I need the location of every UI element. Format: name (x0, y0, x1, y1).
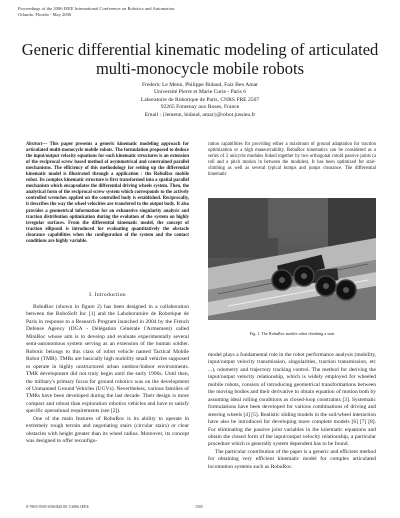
affiliation-address: 92265 Fontenay aux Roses, France (160, 104, 240, 111)
figure-caption: Fig. 1. The RobuRoc mobile robot climbing a stair (249, 331, 335, 336)
abstract (26, 142, 189, 245)
copyright-footer: 0-7803-9505-0/06/$20.00 ©2006 IEEE (26, 504, 89, 509)
section-heading-introduction: I. Introduction (89, 292, 126, 298)
author-email: Email : {lemenn, bidaud, amar}@robot.jussieu.fr (144, 111, 256, 118)
header-line-2: Orlando, Florida - May 2006 (18, 11, 72, 17)
introduction-text (26, 304, 189, 446)
abstract-label: Abstract— (26, 142, 48, 147)
right-column-bottom-text (208, 352, 376, 471)
right-column-top-text (208, 142, 376, 178)
robot-photo-image (208, 198, 376, 320)
header-line-1: Proceedings of the 2006 IEEE International Conference on Robotics and Automation (18, 6, 175, 11)
contribution-paragraph: The particular contribution of the paper is a generic and efficient method for obtaining very efficient kinematic model for complex articulated locomotion systems such as RobuRoc. (208, 448, 376, 470)
page-number: 1505 (195, 504, 203, 509)
affiliation-lab: Laboratoire de Robotique de Paris, CNRS FRE 2507 (140, 96, 260, 103)
intro-paragraph-1: RobuRoc (shown in figure 2) has been designed in a collaboration between the RoboSoft Inc [1] and the Laboboratoire de Robotique de Paris in response to a Research Program launched in 2004 by the French Defense Agency (DGA - Délégation Générale l'Armement) called MiniRoc whose aim is to develop and evaluate experimentally several semi-autonomous system serving as an extension of the human soldier. Robotic belongs to this class of robot vehicle named Tactical Mobile Robot (TMR). TMRs are basically high mobility small vehicles supposed to operate in highly unstructured urban outdoor/indoor environments. TMR development did not truly begin until the early 1990s. Until then, the military's primary focus for ground robotics was on the development of Unmanned Ground Vehicles (UGVs). Nevertheless, various families of TMRs have been developed during the last decade. Their design is more compact and robust than exploration robotics vehicles and have to satisfy specific operational requirements (see [2]). (26, 304, 189, 415)
abstract-text: This paper presents a generic kinematic modeling approach for articulated multi-monocycle mobile robots. The formulation proposed to deduce the input/output velocity equations for such kinematic structures is an extension of the reciprocal screw based method of asymmetrical and constrained parallel mechanisms. The efficiency of this methodology for setting up the differential kinematic model is illustrated through a application : the RobuRoc mobile robot. Its complex kinematic structure is first transformed into a spatial parallel mechanism which encapsulates the differential driving wheels system. Then, the analytical form of the reciprocal screw system which corresponds to the actively controlled wrenches applied on the controlled body is established. Reciprocally, it describes the way the wheel velocities are transfered to the output body. It also provides a geometrical information for an exhaustive singularity analysis and traction distribution optimization during the evolution of the system on highly irregular surfaces. From the differential kinematic model, the concept of traction ellipsoid is introduced for evaluating quantitatively the obstacle clearance capabilities when the configuration of the system and the contact conditions are highly variable. (26, 142, 189, 244)
figure-robot-photo (208, 198, 376, 320)
right-bottom-paragraph: model plays a fundamental role in the robot performance analysis (mobility, input/output velocity transmission, singularities, traction transmission, etc ...), odometry and trajectory tracking control. The method for deriving the input/output velocity relationship, which is widely employed for wheeled mobile robots, consists of introducing geometrical transformations between the moving bodies and their derivative to obtain equation of motion both by assuming ideal rolling conditions as closed-loop constraints [3]. Systematic formulations have been developed for various combinations of driving and steering wheels [4] [5]. Realistic sliding models in the soil/wheel interaction have also be introduced for developing more complete models [6] [7] [8]. For eliminating the passive joint variables in the kinematic equations and obtain the closed form of the input/output velocity relationship, a particular procedure which is generally system dependent has to be found. (208, 352, 376, 448)
author-names: Frederic Le Menn, Philippe Bidaud, Faiz Ben Amar (141, 82, 259, 88)
author-block (40, 82, 360, 119)
proceedings-header (18, 6, 174, 17)
right-top-paragraph: ration capabilities for providing either a maximum of ground adaptation for traction optimization or a high maneuvrability. RobuRoc kinematics can be considered as a series of 3 unicycle modules linked together by two orthogonal rotoid passive joints (a roll and a pitch motion in between the modules). It has been optimized for stair-climbing as well as several typical bumps and jumps clearance. The differential kinematic (208, 142, 376, 178)
intro-paragraph-2: One of the main features of RobuRoc is its ability to operate in extremely rough terrain and negotiating stairs (circular stairs) or clear obstacles with height greater than its wheel radius. Moreover, its concept was designed to offer reconfigu- (26, 415, 189, 445)
paper-title: Generic differential kinematic modeling of articulated multi-monocycle mobile robots (21, 40, 379, 78)
affiliation-university: Université Pierre et Marie Curie - Paris 6 (153, 89, 247, 96)
